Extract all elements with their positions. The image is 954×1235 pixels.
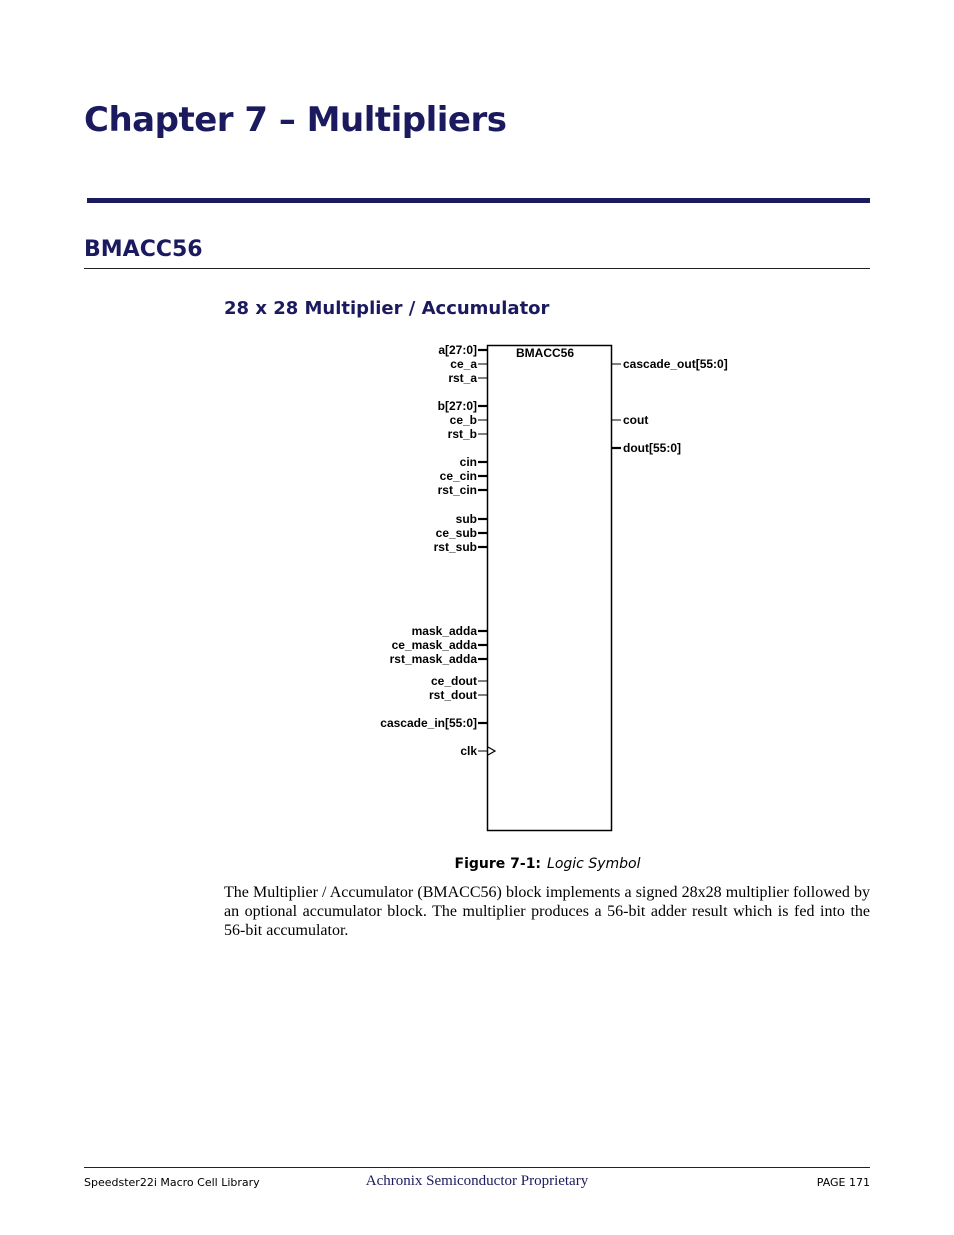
input-pin-label: cin [459, 455, 477, 469]
figure-caption-text: Logic Symbol [547, 856, 641, 872]
footer-doc-title: Speedster22i Macro Cell Library [84, 1176, 260, 1189]
block-name: BMACC56 [516, 346, 575, 360]
footer-page-number: PAGE 171 [816, 1176, 870, 1189]
input-pin-label: ce_sub [435, 526, 477, 540]
chapter-title: Chapter 7 – Multipliers [84, 100, 507, 140]
output-pin-label: cascade_out[55:0] [623, 357, 728, 371]
output-pin-label: cout [623, 413, 649, 427]
input-pin-label: a[27:0] [438, 343, 477, 357]
input-pin-label: b[27:0] [437, 399, 477, 413]
input-pin-label: cascade_in[55:0] [380, 716, 477, 730]
input-pin-label: ce_cin [439, 469, 477, 483]
input-pin-label: ce_mask_adda [391, 638, 477, 652]
footer-divider [84, 1167, 870, 1168]
section-title: BMACC56 [84, 237, 203, 262]
subsection-title: 28 x 28 Multiplier / Accumulator [224, 298, 550, 319]
input-pin-label: rst_sub [433, 540, 477, 554]
input-pin-label: ce_a [450, 357, 477, 371]
input-pin-label: rst_b [447, 427, 477, 441]
input-pin-label: rst_mask_adda [389, 652, 477, 666]
input-pin-label: rst_dout [429, 688, 477, 702]
input-pin-label: ce_dout [430, 674, 477, 688]
input-pin-label: sub [455, 512, 477, 526]
input-pin-label: rst_a [448, 371, 477, 385]
input-pin-label: rst_cin [437, 483, 477, 497]
output-pin-label: dout[55:0] [623, 441, 681, 455]
description-paragraph: The Multiplier / Accumulator (BMACC56) block implements a signed 28x28 multiplier followed by an optional accumulator block. The multiplier produces a 56-bit adder result which is fed into the 56-bit accumulator. [224, 884, 870, 939]
figure-caption [0, 856, 954, 872]
input-pin-label: ce_b [449, 413, 477, 427]
block-body [488, 346, 612, 831]
input-pin-label: mask_adda [411, 624, 477, 638]
input-pin-label: clk [460, 744, 477, 758]
figure-number: Figure 7-1: [454, 856, 542, 872]
footer-proprietary: Achronix Semiconductor Proprietary [365, 1173, 589, 1189]
